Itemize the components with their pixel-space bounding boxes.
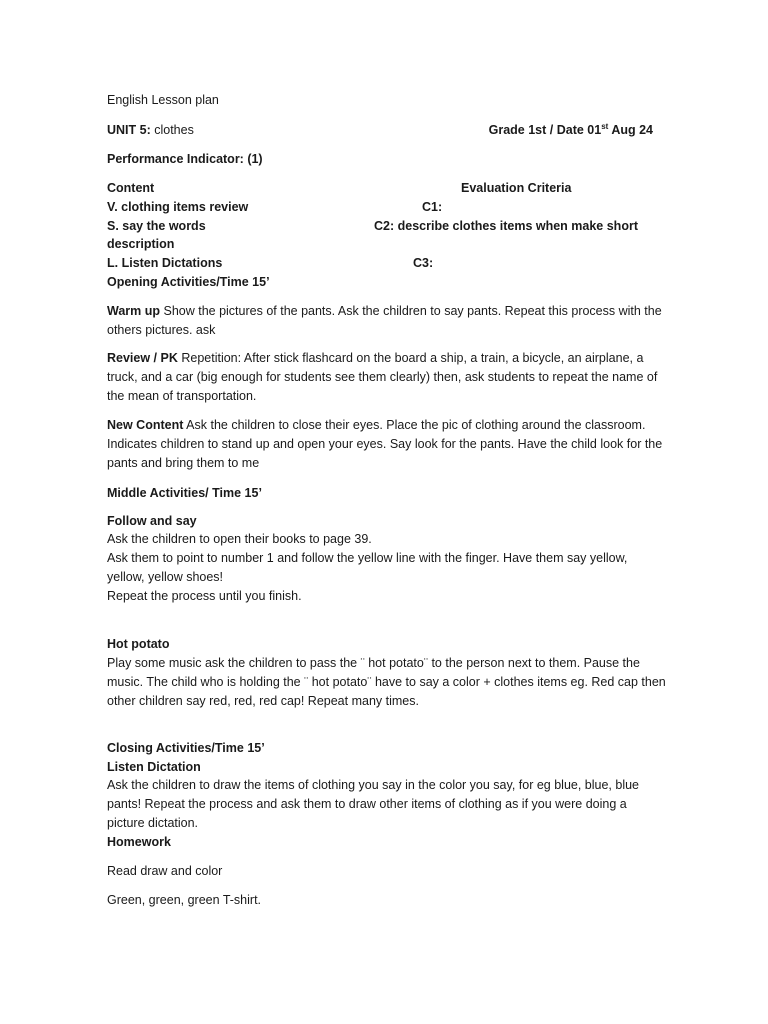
content-row-right: C1:: [422, 200, 443, 214]
grade-rest: Aug 24: [608, 123, 653, 137]
unit-value: clothes: [150, 123, 194, 137]
hot-potato-heading: Hot potato: [107, 637, 170, 651]
content-row-left: S. say the words: [107, 219, 206, 233]
evaluation-heading: Evaluation Criteria: [461, 181, 572, 195]
content-heading: Content: [107, 181, 155, 195]
new-content-paragraph: [107, 416, 667, 473]
warm-up-paragraph: [107, 302, 667, 340]
review-label: Review / PK: [107, 351, 178, 365]
new-content-text: Ask the children to close their eyes. Place the pic of clothing around the classroom. Indicates children to stand up and open your eyes. Say look for the pants. Have the child look for the pants and bring them to me: [107, 418, 663, 470]
hot-potato-text: Play some music ask the children to pass the ¨ hot potato¨ to the person next to them. Pause the music. The child who is holding the ¨ hot potato¨ have to say a color + clothes items eg. Red cap then other children say red, red, red cap! Repeat many times.: [107, 656, 666, 708]
content-row-left: L. Listen Dictations: [107, 256, 223, 270]
content-row-right: C3:: [413, 256, 434, 270]
content-row-right: C2: describe clothes items when make short: [374, 219, 638, 233]
review-text: Repetition: After stick flashcard on the board a ship, a train, a bicycle, an airplane, a truck, and a car (big enough for students see them clearly) then, ask students to repeat the name of the mean of transportation.: [107, 351, 658, 403]
grade-sup: st: [601, 121, 609, 131]
follow-and-say-line: Repeat the process until you finish.: [107, 589, 302, 603]
closing-heading: Closing Activities/Time 15’: [107, 741, 265, 755]
warm-up-label: Warm up: [107, 304, 161, 318]
homework-line: Green, green, green T-shirt.: [107, 893, 262, 907]
grade-text: Grade 1st / Date 01: [488, 123, 602, 137]
content-row-left: V. clothing items review: [107, 200, 249, 214]
opening-heading: Opening Activities/Time 15’: [107, 275, 270, 289]
follow-and-say-heading: Follow and say: [107, 514, 197, 528]
grade-date: [489, 121, 653, 139]
document-title: English Lesson plan: [107, 93, 219, 107]
homework-heading: Homework: [107, 835, 171, 849]
performance-indicator: Performance Indicator: (1): [107, 152, 263, 166]
new-content-label: New Content: [107, 418, 184, 432]
unit-line: [107, 121, 194, 139]
middle-heading: Middle Activities/ Time 15’: [107, 486, 262, 500]
listen-dictation-text: Ask the children to draw the items of clothing you say in the color you say, for eg blue, blue, blue pants! Repeat the process and ask them to draw other items of clothing as if you were doing a picture dictation.: [107, 778, 640, 830]
content-row-left: description: [107, 237, 175, 251]
review-paragraph: [107, 349, 667, 406]
homework-line: Read draw and color: [107, 864, 223, 878]
listen-dictation-heading: Listen Dictation: [107, 760, 201, 774]
follow-and-say-line: Ask the children to open their books to page 39.: [107, 532, 372, 546]
follow-and-say-line: Ask them to point to number 1 and follow the yellow line with the finger. Have them say yellow, yellow, yellow shoes!: [107, 551, 628, 584]
warm-up-text: Show the pictures of the pants. Ask the children to say pants. Repeat this process with the others pictures. ask: [107, 304, 662, 337]
unit-label: UNIT 5:: [107, 123, 151, 137]
